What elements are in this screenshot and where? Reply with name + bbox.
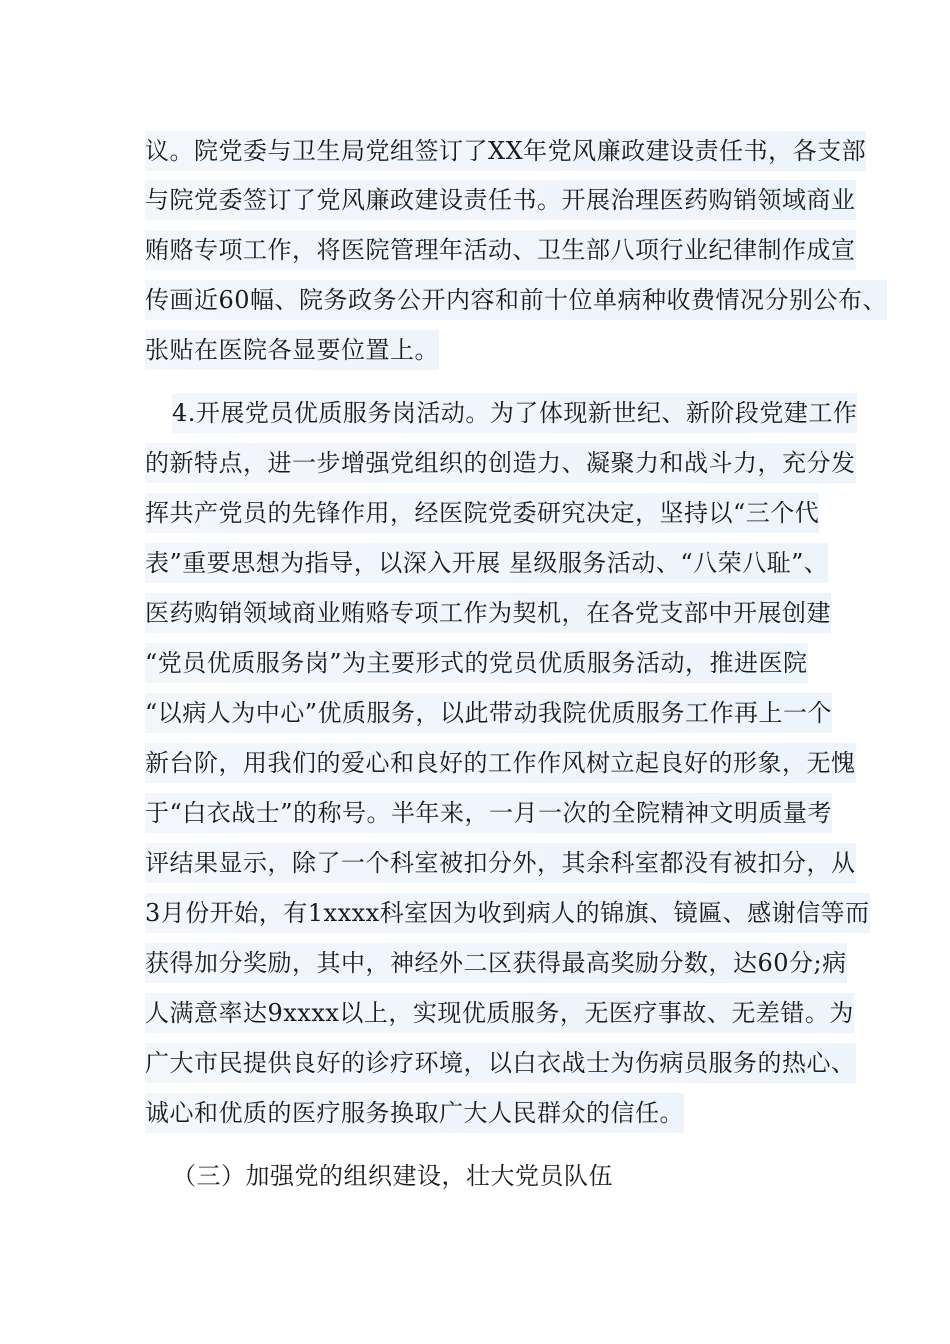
paragraph-line: 新台阶，用我们的爱心和良好的工作作风树立起良好的形象，无愧 — [145, 743, 856, 783]
paragraph-line: 诚心和优质的医疗服务换取广大人民群众的信任。 — [145, 1093, 684, 1133]
paragraph-line: 评结果显示，除了一个科室被扣分外，其余科室都没有被扣分，从 — [145, 843, 856, 883]
paragraph-line: 3月份开始，有1xxxx科室因为收到病人的锦旗、镜匾、感谢信等而 — [145, 893, 870, 933]
section-heading: （三）加强党的组织建设，壮大党员队伍 — [172, 1162, 613, 1190]
paragraph-line: 表”重要思想为指导，以深入开展 星级服务活动、“八荣八耻”、 — [145, 543, 828, 583]
paragraph-line: 张贴在医院各显要位置上。 — [145, 330, 439, 370]
paragraph-line: “党员优质服务岗”为主要形式的党员优质服务活动，推进医院 — [145, 643, 808, 683]
paragraph-line: 获得加分奖励，其中，神经外二区获得最高奖励分数，达60分;病 — [145, 943, 847, 983]
paragraph-line: 议。院党委与卫生局党组签订了XX年党风廉政建设责任书，各支部 — [145, 131, 866, 171]
paragraph-line: “以病人为中心”优质服务，以此带动我院优质服务工作再上一个 — [145, 693, 832, 733]
paragraph-line: 广大市民提供良好的诊疗环境，以白衣战士为伤病员服务的热心、 — [145, 1043, 856, 1083]
paragraph-line: 于“白衣战士”的称号。半年来，一月一次的全院精神文明质量考 — [145, 793, 832, 833]
paragraph-line: 贿赂专项工作，将医院管理年活动、卫生部八项行业纪律制作成宣 — [145, 230, 856, 270]
paragraph-line: 人满意率达9xxxx以上，实现优质服务，无医疗事故、无差错。为 — [145, 993, 854, 1033]
paragraph-line: 医药购销领域商业贿赂专项工作为契机，在各党支部中开展创建 — [145, 593, 831, 633]
paragraph-line: 的新特点，进一步增强党组织的创造力、凝聚力和战斗力，充分发 — [145, 443, 856, 483]
paragraph-line: 4.开展党员优质服务岗活动。为了体现新世纪、新阶段党建工作 — [172, 393, 857, 433]
paragraph-line: 传画近60幅、院务政务公开内容和前十位单病种收费情况分别公布、 — [145, 280, 887, 320]
paragraph-line: 挥共产党员的先锋作用，经医院党委研究决定，坚持以“三个代 — [145, 493, 819, 533]
paragraph-line: 与院党委签订了党风廉政建设责任书。开展治理医药购销领域商业 — [145, 180, 856, 220]
